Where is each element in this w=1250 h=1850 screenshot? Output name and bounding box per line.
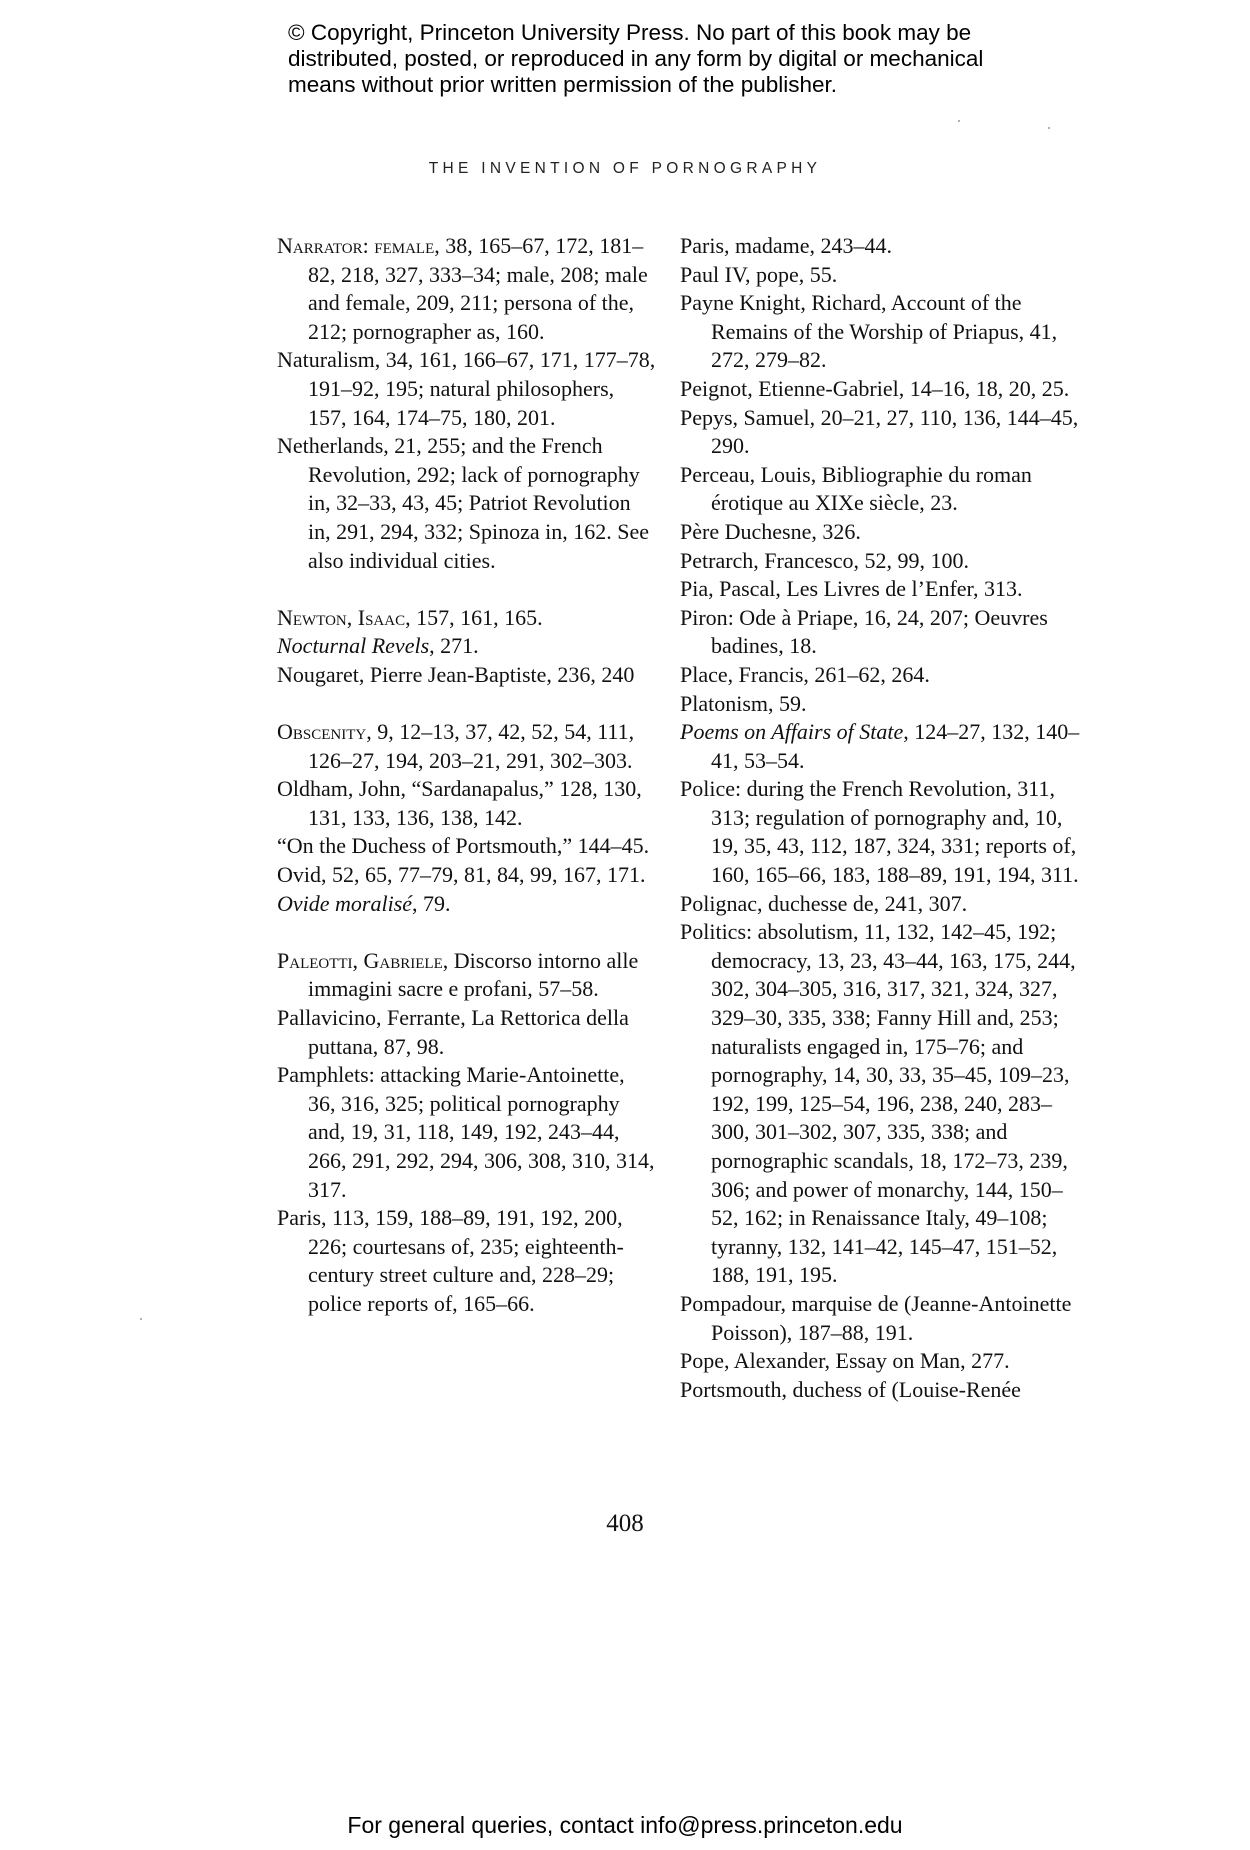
entry-text: , 55. xyxy=(798,261,838,287)
footer-contact: For general queries, contact info@press.princeton.edu xyxy=(347,1812,903,1838)
entry-text: , 157, 161, 165. xyxy=(405,604,543,630)
entry-text: , Account of the Remains of the Worship of Priapus, 41, 272, 279–82. xyxy=(711,290,1058,373)
entry-text: , 241, 307. xyxy=(873,890,968,916)
index-entry xyxy=(680,575,1080,604)
entry-text: , 52, 99, 100. xyxy=(853,547,969,573)
index-entry xyxy=(680,261,1080,290)
running-head: THE INVENTION OF PORNOGRAPHY xyxy=(428,160,822,177)
index-entry xyxy=(277,775,657,832)
index-entry xyxy=(680,404,1080,461)
entry-lead: Oldham, John xyxy=(277,776,401,802)
entry-text: , “Sardanapalus,” 128, 130, 131, 133, 136, 138, 142. xyxy=(308,776,642,830)
index-entry xyxy=(277,832,657,861)
index-entry xyxy=(277,890,657,919)
entry-lead: Paleotti, Gabriele xyxy=(277,947,443,973)
entry-lead: Pamphlets xyxy=(277,1062,369,1088)
entry-text: , 34, 161, 166–67, 171, 177–78, 191–92, 195; natural philosophers, 157, 164, 174–75, 180, 201. xyxy=(308,347,656,430)
entry-text: , 124–27, 132, 140–41, 53–54. xyxy=(711,719,1080,773)
index-entry xyxy=(680,890,1080,919)
entry-text: , 52, 65, 77–79, 81, 84, 99, 167, 171. xyxy=(321,862,646,888)
entry-text: : attacking Marie-Antoinette, 36, 316, 325; political pornography and, 19, 31, 118, 149, 192, 243–44, 266, 291, 292, 294, 306, 308, 310, 314, 317. xyxy=(308,1062,655,1202)
entry-text: , 243–44. xyxy=(809,233,893,258)
entry-lead: Nougaret, Pierre Jean-Baptiste xyxy=(277,661,547,687)
index-entry xyxy=(680,604,1080,661)
index-entry xyxy=(277,861,657,890)
entry-text: , 326. xyxy=(811,518,861,544)
entry-lead: Pepys, Samuel xyxy=(680,404,810,430)
entry-lead: Pallavicino, Ferrante xyxy=(277,1005,461,1031)
entry-lead: Netherlands xyxy=(277,433,384,459)
entry-lead: Politics xyxy=(680,919,747,945)
scan-speck xyxy=(958,120,960,122)
entry-lead: Ovid xyxy=(277,862,321,888)
entry-text: , La Rettorica della puttana, 87, 98. xyxy=(308,1005,629,1059)
entry-text: , 79. xyxy=(412,890,451,916)
entry-text: , Les Livres de l’Enfer, 313. xyxy=(775,576,1023,602)
index-entry xyxy=(277,346,657,432)
entry-lead: Place, Francis xyxy=(680,661,804,687)
entry-lead: Obscenity xyxy=(277,719,367,745)
index-entry xyxy=(277,1061,657,1204)
entry-text: , 59. xyxy=(768,690,807,716)
entry-text: , 9, 12–13, 37, 42, 52, 54, 111, 126–27, 194, 203–21, 291, 302–303. xyxy=(308,719,635,773)
entry-text: : during the French Revolution, 311, 313; regulation of pornography and, 10, 19, 35, 43, 112, 187, 324, 331; reports of, 160, 165–66, 183, 188–89, 191, 194, 311. xyxy=(711,776,1079,888)
entry-lead: Newton, Isaac xyxy=(277,604,406,630)
entry-lead: Police xyxy=(680,776,735,802)
entry-lead: Paris xyxy=(277,1205,321,1231)
entry-lead: Piron xyxy=(680,604,728,630)
entry-lead: Peignot, Etienne-Gabriel xyxy=(680,375,899,401)
entry-lead: Paul IV, pope xyxy=(680,261,799,287)
entry-text: : Ode à Priape, 16, 24, 207; Oeuvres badines, 18. xyxy=(711,604,1048,659)
entry-lead: Pia, Pascal xyxy=(680,576,776,602)
index-entry xyxy=(680,461,1080,518)
entry-text: , 20–21, 27, 110, 136, 144–45, 290. xyxy=(711,404,1079,459)
index-entry xyxy=(680,1347,1080,1376)
entry-text: 144–45. xyxy=(572,833,650,859)
index-entry xyxy=(277,632,657,661)
entry-text: , Discorso intorno alle immagini sacre e profani, 57–58. xyxy=(308,947,639,1002)
index-entry xyxy=(680,775,1080,889)
entry-text: , Essay on Man, 277. xyxy=(824,1348,1010,1374)
scan-speck xyxy=(140,1318,142,1320)
index-entry xyxy=(680,547,1080,576)
entry-lead: Narrator: female xyxy=(277,233,435,258)
entry-lead: Père Duchesne xyxy=(680,518,812,544)
entry-text: , 38, 165–67, 172, 181–82, 218, 327, 333–34; male, 208; male and female, 209, 211; persona of the, 212; pornographer as, 160. xyxy=(308,233,648,344)
scan-speck xyxy=(1048,127,1050,129)
index-entry xyxy=(680,518,1080,547)
copyright-notice: © Copyright, Princeton University Press. No part of this book may be distributed, posted, or reproduced in any form by digital or mechanical means without prior written permission of the publisher. xyxy=(288,20,984,97)
entry-lead: Petrarch, Francesco xyxy=(680,547,854,573)
entry-lead: Nocturnal Revels xyxy=(277,633,430,659)
index-entry xyxy=(680,289,1080,375)
index-column-left xyxy=(277,232,657,1319)
entry-lead: Ovide moralisé xyxy=(277,890,413,916)
index-entry xyxy=(680,661,1080,690)
index-entry xyxy=(680,1290,1080,1347)
entry-text: , 113, 159, 188–89, 191, 192, 200, 226; courtesans of, 235; eighteenth-century street culture and, 228–29; police reports of, 165–66. xyxy=(308,1205,624,1316)
entry-text: , 271. xyxy=(429,633,479,659)
entry-lead: Platonism xyxy=(680,690,769,716)
index-entry xyxy=(277,661,657,690)
entry-text: , 187–88, 191. xyxy=(786,1319,914,1345)
entry-text: : absolutism, 11, 132, 142–45, 192; democracy, 13, 23, 43–44, 163, 175, 244, 302, 304–305, 316, 317, 321, 324, 327, 329–30, 335, 338; Fanny Hill and, 253; naturalists engaged in, 175–76; and pornography, 14, 30, 33, 35–45, 109–23, 192, 199, 125–54, 196, 238, 240, 283–300, 301–302, 307, 335, 338; and pornographic scandals, 18, 172–73, 239, 306; and power of monarchy, 144, 150–52, 162; in Renaissance Italy, 49–108; tyranny, 132, 141–42, 145–47, 151–52, 188, 191, 195. xyxy=(711,919,1076,1288)
entry-lead: Pompadour, marquise de (Jeanne-Antoinette Poisson) xyxy=(680,1290,1072,1345)
entry-lead: Payne Knight, Richard xyxy=(680,290,882,316)
index-entry xyxy=(680,232,1080,261)
entry-lead: Portsmouth, duchess of (Louise-Renée xyxy=(680,1376,1021,1402)
index-entry xyxy=(277,604,657,633)
index-entry xyxy=(277,232,657,346)
entry-lead: Paris, madame xyxy=(680,233,810,258)
index-entry xyxy=(680,718,1080,775)
entry-text: , 14–16, 18, 20, 25. xyxy=(898,375,1070,401)
index-entry xyxy=(277,718,657,775)
index-entry xyxy=(680,690,1080,719)
entry-lead: Pope, Alexander xyxy=(680,1348,825,1374)
index-entry xyxy=(680,375,1080,404)
index-entry xyxy=(680,1376,1080,1405)
page-number: 408 xyxy=(606,1510,644,1537)
index-entry xyxy=(277,947,657,1004)
entry-text: , 21, 255; and the French Revolution, 292; lack of pornography in, 32–33, 43, 45; Patriot Revolution in, 291, 294, 332; Spinoza in, 162. See also individual cities. xyxy=(308,433,649,573)
entry-text: , Bibliographie du roman érotique au XIXe siècle, 23. xyxy=(711,461,1032,516)
index-entry xyxy=(277,432,657,575)
entry-lead: Polignac, duchesse de xyxy=(680,890,874,916)
entry-text: , 236, 240 xyxy=(546,661,635,687)
entry-text: , 261–62, 264. xyxy=(803,661,930,687)
index-column-right xyxy=(680,232,1080,1404)
index-entry xyxy=(680,918,1080,1290)
entry-lead: Perceau, Louis xyxy=(680,461,811,487)
entry-lead: Poems on Affairs of State xyxy=(680,719,904,745)
entry-lead: Naturalism xyxy=(277,347,375,373)
index-entry xyxy=(277,1004,657,1061)
entry-lead: “On the Duchess of Portsmouth,” xyxy=(277,833,573,859)
index-entry xyxy=(277,1204,657,1318)
